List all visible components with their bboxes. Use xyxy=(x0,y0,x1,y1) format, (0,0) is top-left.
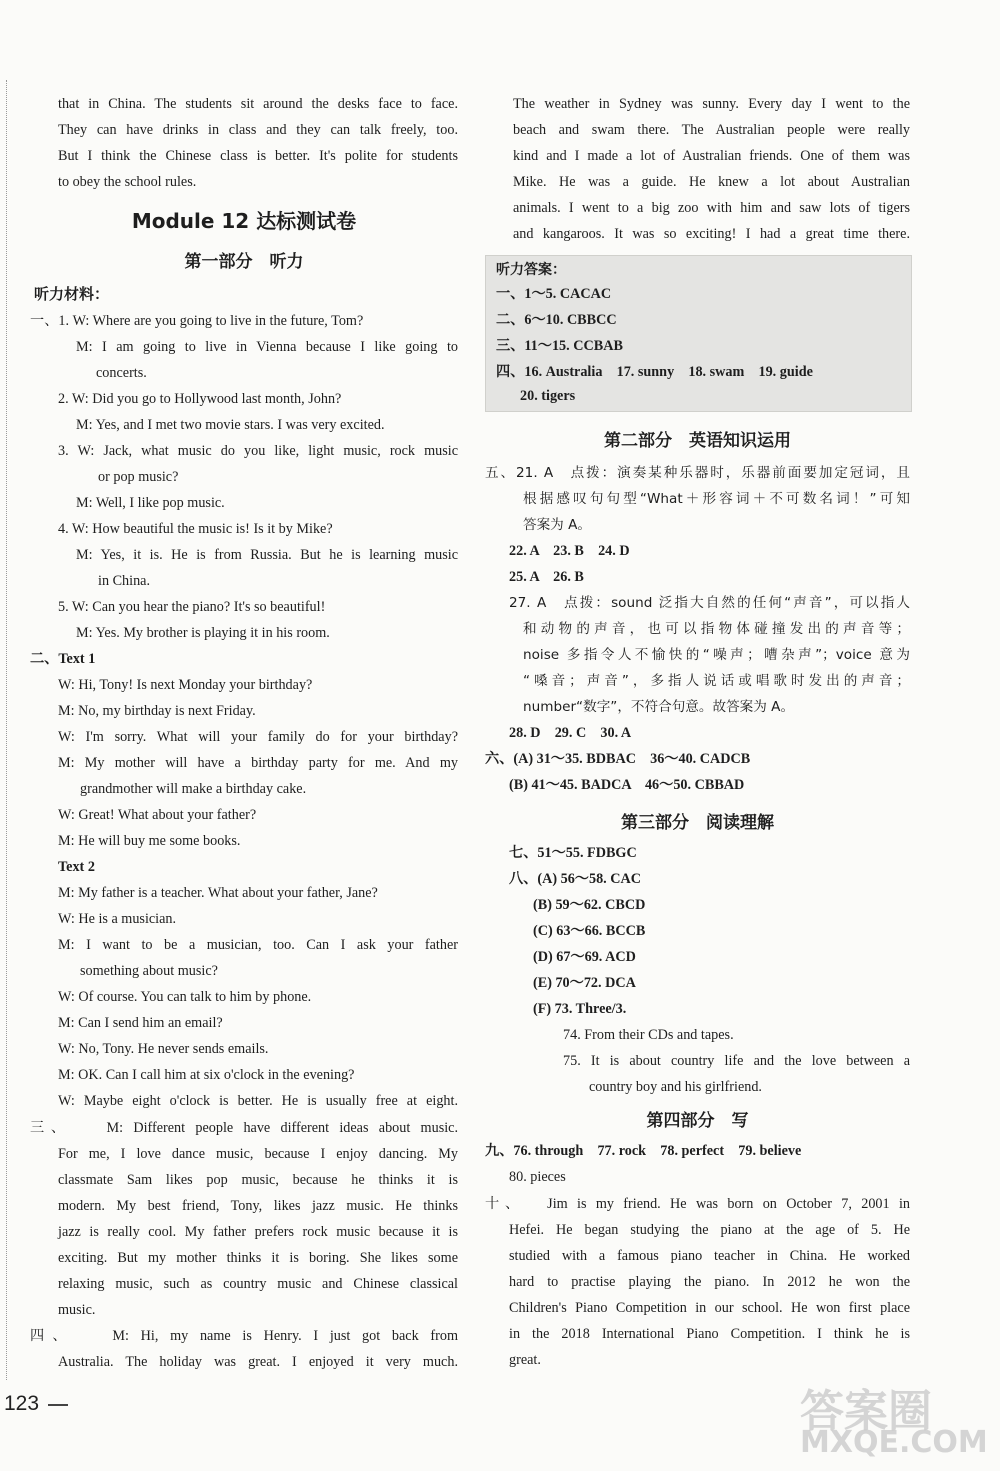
monologue-line: kind and I made a lot of Australian friends. One of them was xyxy=(513,148,910,164)
answer-line: 九、76. through 77. rock 78. perfect 79. believe xyxy=(485,1143,802,1159)
q27-line: noise 多指令人不愉快的“噪声；嘈杂声”；voice 意为 xyxy=(523,647,910,663)
answer-line: 75. It is about country life and the love between a xyxy=(563,1053,910,1069)
answer-line: 二、6～10. CBBCC xyxy=(496,312,617,328)
dialogue-line: grandmother will make a birthday cake. xyxy=(80,781,307,797)
answer-line: 七、51～55. FDBGC xyxy=(509,845,637,861)
monologue-line: 三、 M: Different people have different ideas about music. xyxy=(30,1120,458,1136)
essay-line: studied with a famous piano teacher in China. He worked xyxy=(509,1248,910,1264)
dialogue-line: M: I am going to live in Vienna because I like going to xyxy=(76,339,458,355)
watermark-url: MXQE.COM xyxy=(800,1425,988,1460)
q21-line: 答案为 A。 xyxy=(523,517,591,533)
listening-material-label: 听力材料： xyxy=(34,285,110,303)
answer-line: 74. From their CDs and tapes. xyxy=(563,1027,734,1043)
answer-line: 80. pieces xyxy=(509,1169,566,1185)
q27-line: 和动物的声音，也可以指物体碰撞发出的声音等； xyxy=(523,621,910,637)
part4-title: 第四部分 写 xyxy=(646,1111,749,1131)
dialogue-line: M: My mother will have a birthday party for me. And my xyxy=(58,755,458,771)
dialogue-line: or pop music? xyxy=(98,469,179,485)
intro-line: to obey the school rules. xyxy=(58,174,197,190)
part3-title: 第三部分 阅读理解 xyxy=(621,813,774,833)
listening-answers-label: 听力答案： xyxy=(496,262,566,278)
dialogue-line: 3. W: Jack, what music do you like, light music, rock music xyxy=(58,443,458,459)
answer-line: 20. tigers xyxy=(520,388,576,404)
dialogue-line: 一、1. W: Where are you going to live in the future, Tom? xyxy=(30,313,364,329)
answer-line: 22. A 23. B 24. D xyxy=(509,543,630,559)
monologue-line: Australia. The holiday was great. I enjoyed it very much. xyxy=(58,1354,458,1370)
monologue-line: beach and swam there. The Australian people were really xyxy=(513,122,910,138)
dialogue-line: W: He is a musician. xyxy=(58,911,177,927)
dialogue-line: M: OK. Can I call him at six o'clock in the evening? xyxy=(58,1067,355,1083)
dialogue-line: M: No, my birthday is next Friday. xyxy=(58,703,256,719)
monologue-line: The weather in Sydney was sunny. Every day I went to the xyxy=(513,96,910,112)
q21-line: 根据感叹句句型“What＋形容词＋不可数名词！”可知 xyxy=(523,491,910,507)
dialogue-line: 5. W: Can you hear the piano? It's so beautiful! xyxy=(58,599,326,615)
monologue-line: Mike. He was a guide. He knew a lot about Australian xyxy=(513,174,910,190)
answer-line: 25. A 26. B xyxy=(509,569,584,585)
essay-line: in the 2018 International Piano Competition. I think he is xyxy=(509,1326,910,1342)
dialogue-line: M: Yes, it is. He is from Russia. But he is learning music xyxy=(76,547,458,563)
answer-line: 28. D 29. C 30. A xyxy=(509,725,632,741)
text2-heading: Text 2 xyxy=(58,859,95,875)
intro-line: that in China. The students sit around the desks face to face. xyxy=(58,96,458,112)
dialogue-line: W: Maybe eight o'clock is better. He is usually free at eight. xyxy=(58,1093,458,1109)
answer-line: 四、16. Australia 17. sunny 18. swam 19. guide xyxy=(496,364,813,380)
answer-line: 八、(A) 56～58. CAC xyxy=(509,871,642,887)
page-number-dash xyxy=(48,1404,68,1406)
answer-line: (C) 63～66. BCCB xyxy=(533,923,646,939)
answer-line: (E) 70～72. DCA xyxy=(533,975,636,991)
q21-line: 五、21. A 点拨：演奏某种乐器时，乐器前面要加定冠词，且 xyxy=(485,465,910,481)
answer-line: (B) 59～62. CBCD xyxy=(533,897,646,913)
intro-line: They can have drinks in class and they can talk freely, too. xyxy=(58,122,458,138)
monologue-line: modern. My best friend, Tony, likes jazz music. He thinks xyxy=(58,1198,458,1214)
essay-line: 十、 Jim is my friend. He was born on October 7, 2001 in xyxy=(485,1196,910,1212)
answer-line: (B) 41～45. BADCA 46～50. CBBAD xyxy=(509,777,745,793)
module-title: Module 12 达标测试卷 xyxy=(131,209,357,233)
watermark-logo: 答案圈 xyxy=(800,1386,932,1437)
dialogue-line: W: Hi, Tony! Is next Monday your birthday? xyxy=(58,677,313,693)
monologue-line: and kangaroos. It was so exciting! I had a great time there. xyxy=(513,226,910,242)
dialogue-line: M: My father is a teacher. What about your father, Jane? xyxy=(58,885,378,901)
monologue-line: jazz is really cool. My father prefers rock music because it is xyxy=(58,1224,458,1240)
answer-line: 六、(A) 31～35. BDBAC 36～40. CADCB xyxy=(485,751,751,767)
answer-line: 一、1～5. CACAC xyxy=(496,286,612,302)
listening-answers-box xyxy=(485,255,912,412)
dialogue-line: M: He will buy me some books. xyxy=(58,833,241,849)
dialogue-line: something about music? xyxy=(80,963,218,979)
dialogue-line: M: Can I send him an email? xyxy=(58,1015,223,1031)
dialogue-line: 4. W: How beautiful the music is! Is it by Mike? xyxy=(58,521,333,537)
essay-line: Hefei. He began studying the piano at the age of 5. He xyxy=(509,1222,910,1238)
answer-line: 三、11～15. CCBAB xyxy=(496,338,623,354)
monologue-line: 四、 M: Hi, my name is Henry. I just got back from xyxy=(30,1328,458,1344)
essay-line: Children's Piano Competition in our school. He won first place xyxy=(509,1300,910,1316)
dialogue-line: M: I want to be a musician, too. Can I ask your father xyxy=(58,937,458,953)
q27-line: “嗓音；声音”，多指人说话或唱歌时发出的声音； xyxy=(523,673,910,689)
dialogue-line: 2. W: Did you go to Hollywood last month, John? xyxy=(58,391,342,407)
part2-title: 第二部分 英语知识运用 xyxy=(604,431,791,451)
essay-line: hard to practise playing the piano. In 2012 he won the xyxy=(509,1274,910,1290)
text1-heading: 二、Text 1 xyxy=(30,651,96,667)
dialogue-line: M: Yes, and I met two movie stars. I was very excited. xyxy=(76,417,385,433)
dialogue-line: W: Of course. You can talk to him by phone. xyxy=(58,989,312,1005)
monologue-line: classmate Sam likes pop music, because he thinks it is xyxy=(58,1172,458,1188)
dialogue-line: concerts. xyxy=(96,365,147,381)
monologue-line: For me, I love dance music, because I enjoy dancing. My xyxy=(58,1146,458,1162)
answer-line: (D) 67～69. ACD xyxy=(533,949,636,965)
dialogue-line: M: Yes. My brother is playing it in his room. xyxy=(76,625,330,641)
essay-line: great. xyxy=(509,1352,541,1368)
dialogue-line: W: Great! What about your father? xyxy=(58,807,257,823)
dialogue-line: W: No, Tony. He never sends emails. xyxy=(58,1041,269,1057)
dialogue-line: M: Well, I like pop music. xyxy=(76,495,225,511)
monologue-line: music. xyxy=(58,1302,96,1318)
dialogue-line: W: I'm sorry. What will your family do for your birthday? xyxy=(58,729,458,745)
monologue-line: relaxing music, such as country music and Chinese classical xyxy=(58,1276,458,1292)
dialogue-line: in China. xyxy=(98,573,151,589)
q27-line: number“数字”，不符合句意。故答案为 A。 xyxy=(523,699,795,715)
answer-line: (F) 73. Three/3. xyxy=(533,1001,627,1017)
part1-title: 第一部分 听力 xyxy=(184,252,304,272)
monologue-line: exciting. But my mother thinks it is boring. She likes some xyxy=(58,1250,458,1266)
monologue-line: animals. I went to a big zoo with him and saw lots of tigers xyxy=(513,200,910,216)
page-edge xyxy=(0,80,7,1380)
answer-line: country boy and his girlfriend. xyxy=(589,1079,762,1095)
intro-line: But I think the Chinese class is better. It's polite for students xyxy=(58,148,458,164)
q27-line: 27. A 点拨：sound 泛指大自然的任何“声音”，可以指人 xyxy=(509,595,910,611)
page-number: 123 xyxy=(4,1392,40,1415)
